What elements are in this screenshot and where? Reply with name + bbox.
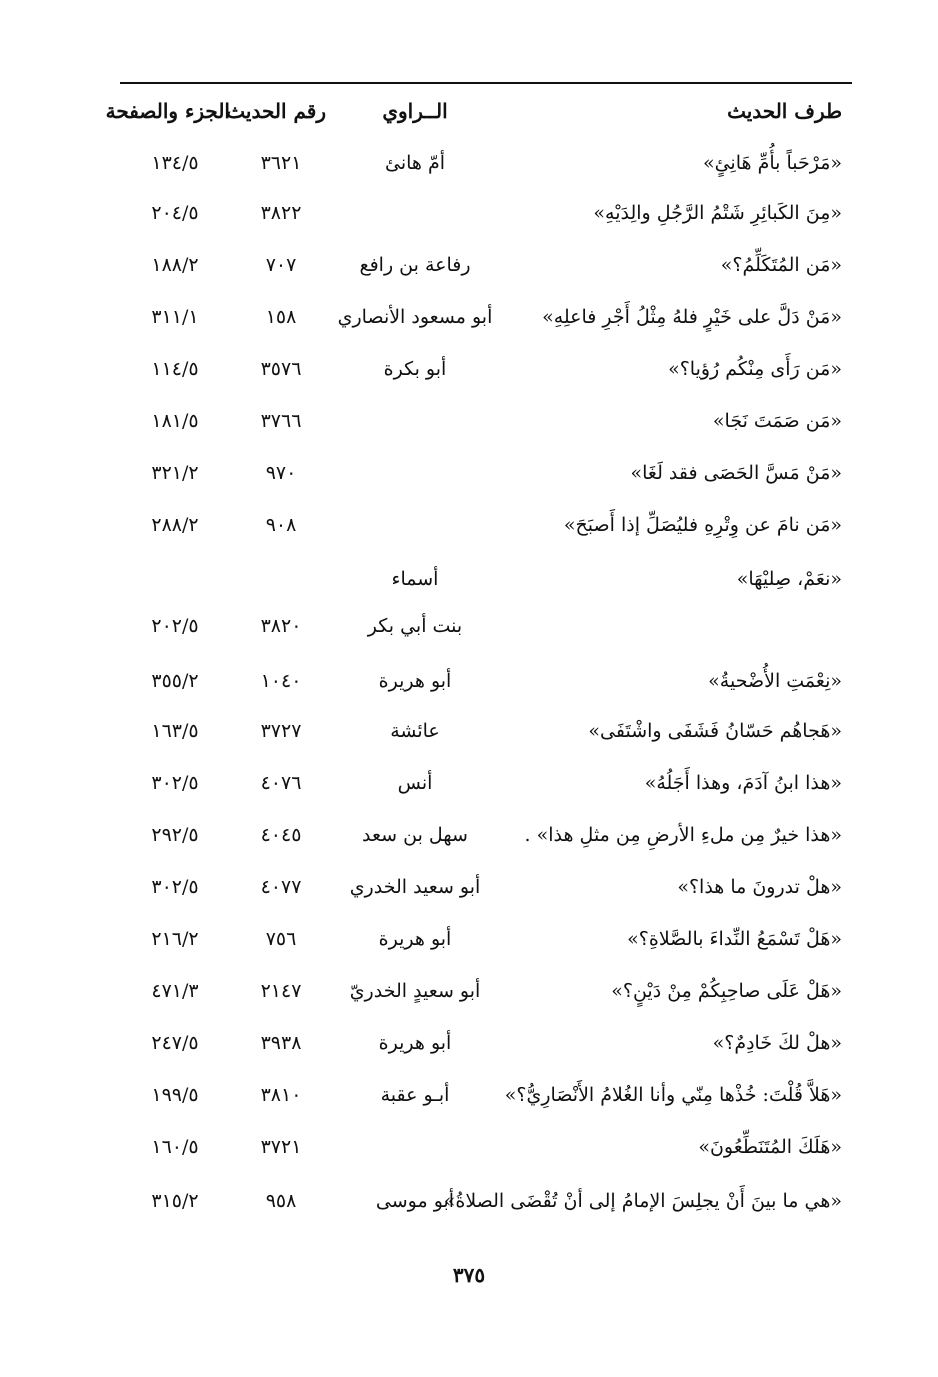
row-hadith-number: ٧٠٧ xyxy=(265,254,297,276)
row-tarf: «هلْ لكَ خَادِمٌ؟» xyxy=(712,1032,842,1054)
row-hadith-number: ٤٠٧٧ xyxy=(260,876,302,898)
row-rawi: أبو هريرة xyxy=(378,670,452,692)
row-rawi: بنت أبي بكر xyxy=(367,615,463,637)
row-tarf: «هي ما بينَ أَنْ يجلِسَ الإمامُ إلى أنْ تُقْضَى الصلاةُ» xyxy=(443,1190,842,1212)
row-volume-page: ٢٩٢/٥ xyxy=(151,824,199,846)
header-hadith-number: رقم الحديث xyxy=(226,99,326,123)
row-rawi: أبـو عقبة xyxy=(380,1084,450,1106)
row-rawi: أمّ هانئ xyxy=(384,152,445,174)
row-volume-page: ٢٨٨/٢ xyxy=(151,514,199,536)
row-tarf: «هَجاهُم حَسّانُ فَشَفَى واشْتَفَى» xyxy=(588,720,842,742)
row-tarf: «نِعْمَتِ الأُضْحيةُ» xyxy=(708,670,842,692)
row-tarf: «مَنْ مَسَّ الحَصَى فقد لَغَا» xyxy=(630,462,842,484)
row-volume-page: ١٣٤/٥ xyxy=(151,152,199,174)
row-tarf: «مَن رَأَى مِنْكُم رُؤيا؟» xyxy=(668,358,842,380)
row-rawi: أبو بكرة xyxy=(383,358,447,380)
row-volume-page: ٣٠٢/٥ xyxy=(151,772,199,794)
row-volume-page: ٣٢١/٢ xyxy=(151,462,199,484)
row-volume-page: ٣٠٢/٥ xyxy=(151,876,199,898)
row-volume-page: ٢١٦/٢ xyxy=(151,928,199,950)
row-rawi: رفاعة بن رافع xyxy=(359,254,471,276)
row-rawi: سهل بن سعد xyxy=(362,824,468,846)
row-volume-page: ١٨١/٥ xyxy=(151,410,199,432)
row-volume-page: ٣١٥/٢ xyxy=(151,1190,199,1212)
row-volume-page: ٣٥٥/٢ xyxy=(151,670,199,692)
row-tarf: «هَلْ تَسْمَعُ النِّداءَ بالصَّلاةِ؟» xyxy=(627,928,842,950)
row-tarf: «هَلاَّ قُلْتَ: خُذْها مِنّي وأنا الغُلامُ الأَنْصَارِيُّ؟» xyxy=(504,1084,842,1106)
row-tarf: «مَن المُتَكَلِّمُ؟» xyxy=(720,254,842,276)
row-volume-page: ١٨٨/٢ xyxy=(151,254,199,276)
row-volume-page: ١٩٩/٥ xyxy=(151,1084,199,1106)
row-hadith-number: ٣٩٣٨ xyxy=(260,1032,302,1054)
page-number: ٣٧٥ xyxy=(452,1263,486,1287)
row-volume-page: ١٦٠/٥ xyxy=(151,1136,199,1158)
header-rawi: الــراوي xyxy=(382,99,448,123)
row-tarf: «مَرْحَباً بأُمِّ هَانِئٍ» xyxy=(702,152,842,174)
row-volume-page: ٢٤٧/٥ xyxy=(151,1032,199,1054)
row-rawi: أنس xyxy=(397,772,433,794)
row-rawi: أبو سعيدٍ الخدريّ xyxy=(349,980,481,1002)
row-volume-page: ٣١١/١ xyxy=(151,306,199,328)
row-rawi: أسماء xyxy=(391,568,439,590)
row-tarf: «هلْ تدرونَ ما هذا؟» xyxy=(677,876,842,898)
row-volume-page: ٢٠٤/٥ xyxy=(151,202,199,224)
header-volume-page: الجزء والصفحة xyxy=(105,99,230,123)
row-tarf: «هَلْ عَلَى صاحِبِكُمْ مِنْ دَيْنٍ؟» xyxy=(611,980,842,1002)
row-tarf: «نعَمْ، صِليْهَا» xyxy=(736,568,842,590)
row-rawi: أبو مسعود الأنصاري xyxy=(337,306,493,328)
row-tarf: «هذا خيرٌ مِن ملءِ الأرضِ مِن مثلِ هذا» . xyxy=(524,824,842,846)
row-hadith-number: ٣٧٢١ xyxy=(260,1136,302,1158)
top-rule xyxy=(120,82,852,84)
row-hadith-number: ٣٨٢٢ xyxy=(260,202,302,224)
row-volume-page: ١١٤/٥ xyxy=(151,358,199,380)
row-rawi: أبو سعيد الخدري xyxy=(349,876,481,898)
row-rawi: أبو هريرة xyxy=(378,928,452,950)
row-hadith-number: ٣٦٢١ xyxy=(260,152,302,174)
row-hadith-number: ٩٥٨ xyxy=(265,1190,297,1212)
row-hadith-number: ٩٠٨ xyxy=(265,514,297,536)
row-volume-page: ٤٧١/٣ xyxy=(151,980,199,1002)
row-tarf: «مِنَ الكَبائِرِ شَتْمُ الرَّجُلِ والِدَيْهِ» xyxy=(593,202,842,224)
row-hadith-number: ١٠٤٠ xyxy=(260,670,302,692)
row-tarf: «مَنْ دَلَّ على خَيْرٍ فلهُ مِثْلُ أَجْرِ فاعلِهِ» xyxy=(542,306,842,328)
row-tarf: «مَن صَمَتَ نَجَا» xyxy=(712,410,842,432)
row-volume-page: ٢٠٢/٥ xyxy=(151,615,199,637)
row-rawi: أبو هريرة xyxy=(378,1032,452,1054)
row-hadith-number: ١٥٨ xyxy=(265,306,297,328)
row-hadith-number: ٤٠٤٥ xyxy=(260,824,302,846)
row-hadith-number: ٤٠٧٦ xyxy=(260,772,302,794)
row-hadith-number: ٧٥٦ xyxy=(265,928,297,950)
row-hadith-number: ٣٧٦٦ xyxy=(260,410,302,432)
row-hadith-number: ٣٥٧٦ xyxy=(260,358,302,380)
row-volume-page: ١٦٣/٥ xyxy=(151,720,199,742)
row-rawi: عائشة xyxy=(390,720,440,742)
row-tarf: «مَن نامَ عن وِتْرِهِ فليُصَلِّ إذا أَصبَحَ» xyxy=(563,514,842,536)
header-tarf: طرف الحديث xyxy=(727,99,842,123)
row-hadith-number: ٢١٤٧ xyxy=(260,980,302,1002)
row-hadith-number: ٣٧٢٧ xyxy=(260,720,302,742)
row-hadith-number: ٣٨١٠ xyxy=(260,1084,302,1106)
row-hadith-number: ٩٧٠ xyxy=(265,462,297,484)
row-tarf: «هذا ابنُ آدَمَ، وهذا أَجَلُهُ» xyxy=(644,772,842,794)
row-rawi: أبو موسى xyxy=(375,1190,455,1212)
row-hadith-number: ٣٨٢٠ xyxy=(260,615,302,637)
row-tarf: «هَلَكَ المُتَنَطِّعُونَ» xyxy=(698,1136,842,1158)
